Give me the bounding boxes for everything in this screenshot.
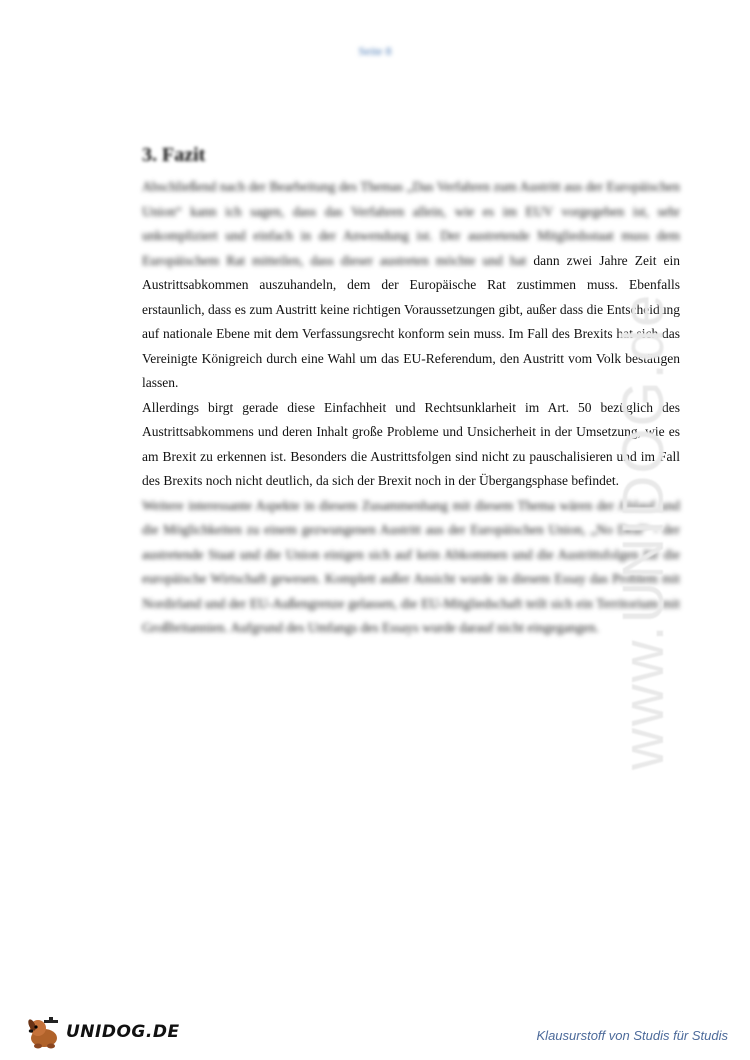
paragraph-1 xyxy=(142,175,680,396)
watermark: www.UNIDOG.de xyxy=(611,292,676,770)
paragraph-2: Allerdings birgt gerade diese Einfachheit und Rechtsunklarheit im Art. 50 bezüglich des Austrittsabkommens und deren Inhalt große Probleme und Unsicherheit in der Umsetzung, wie es am Brexit zu erkennen ist. Besonders die Austrittsfolgen sind nicht zu pauschalisieren und im Fall des Brexits noch nicht deutlich, da sich der Brexit noch in der Übergangsphase befindet. xyxy=(142,399,680,488)
paragraph-3: Weitere interessante Aspekte in diesem Zusammenhang mit diesem Thema wären der Ablauf und die Möglichkeiten zu einem gezwungenen Austritt aus der Europäischen Union, „No Deal“ - der austretende Staat und die Union einigen sich auf kein Abkommen und die Austrittsfolgen für die europäische Wirtschaft gewesen. Komplett außer Ansicht wurde in diesem Essay das Problem mit Nordirland und der EU-Außengrenze gelassen, die EU-Mitgliedschaft teilt sich ein Territorium mit Großbritannien. Aufgrund des Umfangs des Essays wurde darauf nicht eingegangen. xyxy=(142,497,680,635)
unidog-logo xyxy=(24,1016,180,1050)
paragraph-1-blurred-text: Abschließend nach der Bearbeitung des Themas „Das Verfahren zum Austritt aus der Europäischen Union“ kann ich sagen, dass das Verfahren allein, wie es im EUV vorgegeben ist, sehr unkompliziert und einfach in der Anwendung ist. Der austretende Mitgliedsstaat muss dem Europäischem Rat mitteilen, dass dieser austreten möchte und hat xyxy=(142,179,680,268)
footer-tagline: Klausurstoff von Studis für Studis xyxy=(536,1028,728,1043)
paragraph-1-visible-text: dann zwei Jahre Zeit ein Austrittsabkommen auszuhandeln, dem der Europäische Rat zustimmen muss. Ebenfalls erstaunlich, dass es zum Austritt keine richtigen Voraussetzungen gibt, außer dass die Entscheidung auf nationale Ebene mit dem Verfassungsrecht konform sein muss. Im Fall des Brexits hat sich das Vereinigte Königreich durch eine Wahl um das EU-Referendum, den Austritt vom Volk bestätigen lassen. xyxy=(142,252,680,390)
page-number: Seite 8 xyxy=(358,44,392,58)
logo-text: UNIDOG.DE xyxy=(66,1022,180,1042)
body-text xyxy=(142,175,680,641)
dog-mascot-icon xyxy=(24,1016,64,1050)
section-heading: 3. Fazit xyxy=(142,144,206,166)
